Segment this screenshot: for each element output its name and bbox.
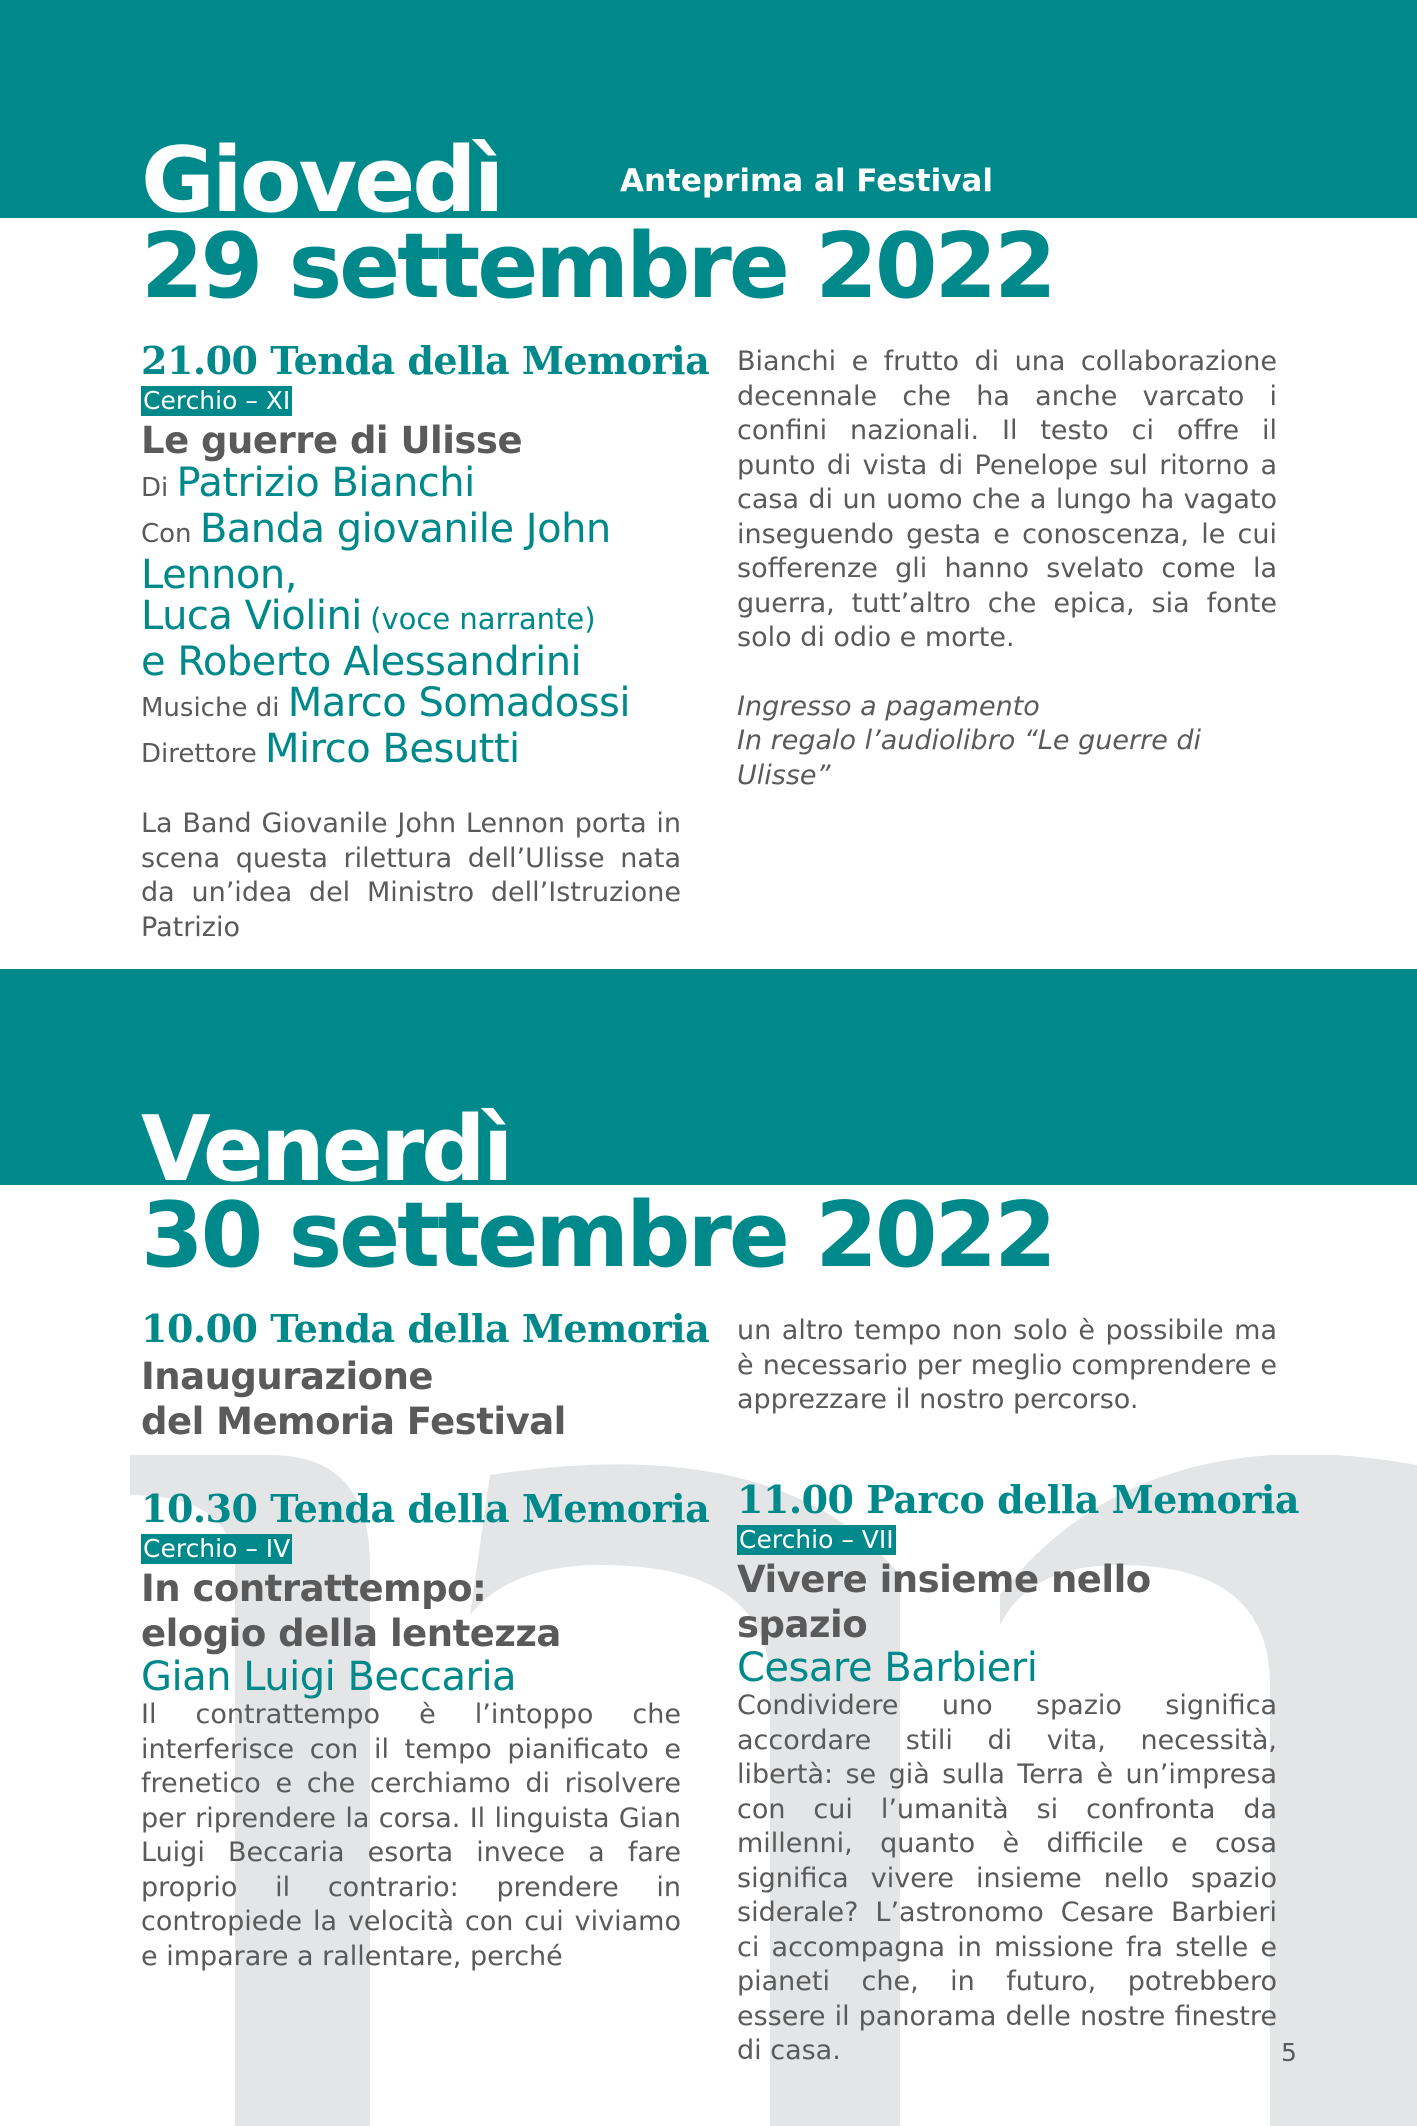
weekday-label: Venerdì [141, 1097, 511, 1202]
event-description: Condividere uno spazio significa accordare stili di vita, necessità, libertà: se già sulla Terra è un’impresa con cui l’umanità si confronta da millenni, quanto è difficile e cosa significa vivere insieme nello spazio siderale? L’astronomo Cesare Barbieri ci accompagna in missione fra stelle e pianeti che, in futuro, potrebbero essere il panorama delle nostre finestre di casa. [737, 1690, 1277, 2066]
date-label: 30 settembre 2022 [141, 1183, 1054, 1288]
event-time: 10.00 Tenda della Memoria [141, 1306, 710, 1351]
page-number: 5 [1281, 2038, 1297, 2067]
event-ulisse-left [141, 338, 710, 945]
circle-tag: Cerchio – XI [143, 386, 291, 415]
event-contrattempo [141, 1486, 710, 1974]
event-title: Le guerre di Ulisse [141, 419, 523, 462]
date-label: 29 settembre 2022 [141, 214, 1054, 319]
event-description-left: La Band Giovanile John Lennon porta in scena questa rilettura dell’Ulisse nata da un’idea del Ministro dell’Istruzione Patrizio [141, 808, 681, 943]
event-description-right: Bianchi e frutto di una collaborazione decennale che ha anche varcato i confini nazionali. Il testo ci offre il punto di vista di Penelope sul ritorno a casa di un uomo che a lungo ha vagato inseguendo gesta e conoscenza, le cui sofferenze gli hanno svelato come la guerra, tutt’altro che epica, sia fonte solo di odio e morte. [737, 346, 1277, 653]
narrator-note: (voce narrante) [370, 602, 596, 636]
speaker-name: Cesare Barbieri [737, 1645, 1038, 1691]
author-credit [141, 460, 681, 509]
music-label: Musiche di [141, 693, 280, 723]
director-label: Direttore [141, 739, 257, 769]
music-credit [141, 680, 681, 729]
event-title: Vivere insieme nello spazio [737, 1558, 1151, 1646]
circle-tag: Cerchio – VII [739, 1525, 894, 1554]
event-title-line-2: elogio della lentezza [141, 1612, 561, 1655]
performers-label: Con [141, 519, 192, 549]
event-time: 21.00 Tenda della Memoria [141, 338, 710, 383]
performers-name-1: Banda giovanile John [199, 506, 611, 552]
performers-credit [141, 506, 681, 555]
performers-name-2: Lennon, [141, 552, 297, 598]
event-title-line-1: Inaugurazione [141, 1355, 434, 1398]
circle-tag: Cerchio – IV [143, 1534, 291, 1563]
event-contrattempo-continued [737, 1314, 1277, 1418]
event-vivere-insieme [737, 1477, 1299, 2069]
gift-note: In regalo l’audiolibro “Le guerre di Ulisse” [737, 725, 1202, 791]
director-name: Mirco Besutti [265, 726, 520, 772]
music-name: Marco Somadossi [287, 680, 630, 726]
event-description-left: Il contrattempo è l’intoppo che interferisce con il tempo pianificato e frenetico e che cerchiamo di risolvere per riprendere la corsa. Il linguista Gian Luigi Beccaria esorta invece a fare proprio il contrario: prendere in contropiede la velocità con cui viviamo e imparare a rallentare, perché [141, 1699, 681, 1972]
day-heading-friday [141, 1097, 1054, 1288]
event-description-right: un altro tempo non solo è possibile ma è necessario per meglio comprendere e apprezzare il nostro percorso. [737, 1315, 1277, 1415]
event-time: 10.30 Tenda della Memoria [141, 1486, 710, 1531]
weekday-label: Giovedì [141, 128, 502, 233]
ticket-note: Ingresso a pagamento [737, 690, 1040, 722]
speaker-name: Gian Luigi Beccaria [141, 1654, 517, 1700]
author-name: Patrizio Bianchi [176, 460, 475, 506]
performers-name-4: e Roberto Alessandrini [141, 639, 582, 685]
director-credit [141, 726, 681, 775]
event-inauguration [141, 1306, 710, 1444]
narrator-name: Luca Violini [141, 593, 362, 639]
event-title-line-2: del Memoria Festival [141, 1400, 566, 1443]
narrator-credit [141, 593, 681, 642]
event-time: 11.00 Parco della Memoria [737, 1477, 1299, 1522]
event-ulisse-right [737, 345, 1277, 793]
event-title-line-1: In contrattempo: [141, 1567, 487, 1610]
preview-label: Anteprima al Festival [620, 163, 993, 199]
author-label: Di [141, 473, 169, 503]
